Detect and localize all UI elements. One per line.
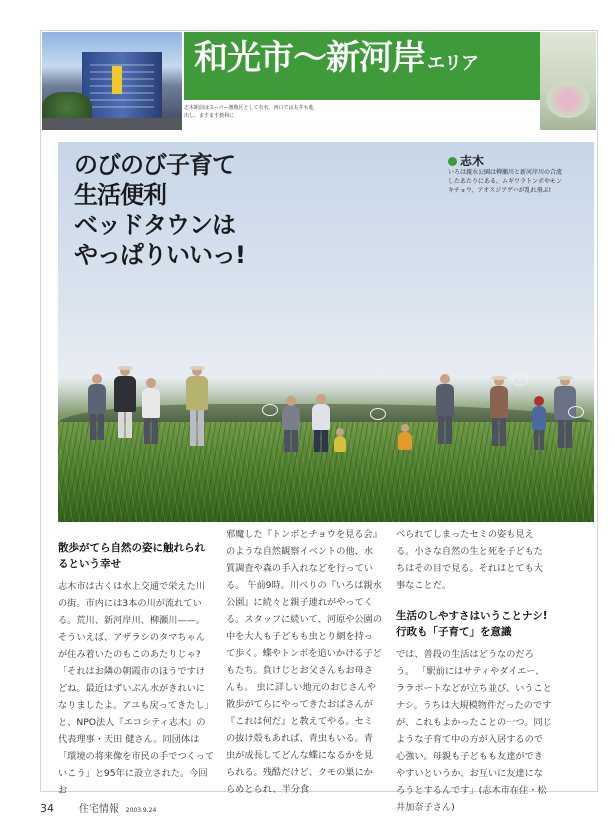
headline-line: ベッドタウンは	[74, 211, 235, 239]
magazine-name: 住宅情報	[78, 804, 119, 815]
page-title	[194, 38, 478, 84]
person-figure	[398, 424, 412, 450]
title-sub-text: エリア	[427, 53, 478, 74]
person-figure	[114, 364, 136, 438]
paragraph: 志木市は古くは水上交通で栄えた川の街。市内には3本の川が流れている。荒川、新河岸川、柳瀬川——。 そういえば、アザラシのタマちゃんが住み着いたのもこのあたりじゃ? 「それはお隣の朝霞市のほうですけどね。最近はずいぶん水がきれいになりましたよ。アユも戻ってきたし」 と、NPO法人『エコシティ志木』の代表理事・天田 健さん。同団体は「環境の将来像を市民の手でつくっていこう」と95年に設立された。今回お	[58, 581, 215, 796]
header-photo-station-building	[42, 32, 182, 130]
location-caption: いろは親水公園は柳瀬川と新河岸川の合流したあたりにある。ムギワラトンボやモンキチョウ、アオスジアゲハが乱れ飛ぶ!	[448, 169, 563, 194]
headline-line: 生活便利	[74, 181, 166, 209]
person-figure	[186, 364, 208, 446]
person-figure	[436, 374, 454, 444]
person-figure	[334, 428, 346, 452]
section-heading: 散歩がてら自然の姿に触れられるという幸せ	[58, 542, 205, 570]
location-name: 志木	[460, 154, 485, 168]
person-figure	[88, 374, 106, 440]
paragraph: 邪魔した『トンボとチョウを見る会』のような自然観察イベントの他、水質調査や森の手入れなどを行っている。 午前9時。川べりの『いろは親水公園』に続々と親子連れがやってくる。スタッフに続いて、河原や公園の中を大人も子どもも虫とり網を持って歩く。蝶やトンボを追いかける子どもたち。負けじとお父さんもお母さんも。 虫に詳しい地元のおじさんや散歩がてらにやってきたおばさんが『これは何だ』と教えてやる。セミの抜け殻もあれば、青虫もいる。青虫が成長してどんな蝶になるかを見られる。残酷だけど、クモの巣にからめとられ、半分食	[226, 529, 383, 795]
photo-headline	[74, 150, 245, 270]
article-column-2	[226, 526, 382, 798]
page-footer	[40, 800, 600, 815]
person-figure	[532, 396, 546, 450]
title-main-text: 和光市〜新河岸	[194, 38, 425, 78]
green-dot-icon	[448, 157, 457, 166]
butterfly-net	[568, 406, 584, 418]
person-figure	[312, 394, 330, 452]
person-figure	[142, 378, 160, 444]
headline-line: のびのび子育て	[74, 151, 235, 179]
butterfly-net	[370, 408, 386, 420]
article-column-1	[58, 540, 214, 799]
butterfly-net	[262, 404, 278, 416]
title-bar	[184, 32, 540, 100]
butterfly-net	[512, 374, 528, 386]
person-figure	[282, 396, 300, 452]
person-figure	[490, 374, 508, 446]
headline-line: やっぱりいいっ!	[74, 241, 245, 269]
location-label	[448, 152, 484, 169]
header-photo-caption: 志木駅前はスーパー激戦区として有名。西口では丸井も進出し、ますます便利に	[184, 105, 314, 119]
building-shape	[82, 52, 162, 120]
street-shape	[42, 118, 182, 130]
issue-date: 2003.9.24	[125, 807, 157, 814]
paragraph: べられてしまったセミの姿も見える。小さな自然の生と死を子どもたちはその目で見る。それはとても大事なことだ。	[396, 529, 543, 591]
header-right-photo	[540, 32, 596, 130]
page-number: 34	[40, 802, 54, 815]
article-column-3	[396, 526, 552, 816]
paragraph: では、普段の生活はどうなのだろう。 「駅前にはサティやダイエー、ララポートなどが立ち並び、いうことナシ。うちは大規模物件だったのですが、これもよかったことの一つ。同じような子育て中の方が入居するので心強い。母親も子どもも友達ができやすいというか、お互いに友達になろうとするんです」(志木市在住・松井加奈子さん)	[396, 649, 552, 813]
section-heading: 生活のしやすさはいうことナシ!行政も「子育て」を意識	[396, 610, 548, 638]
building-sign	[112, 66, 122, 94]
